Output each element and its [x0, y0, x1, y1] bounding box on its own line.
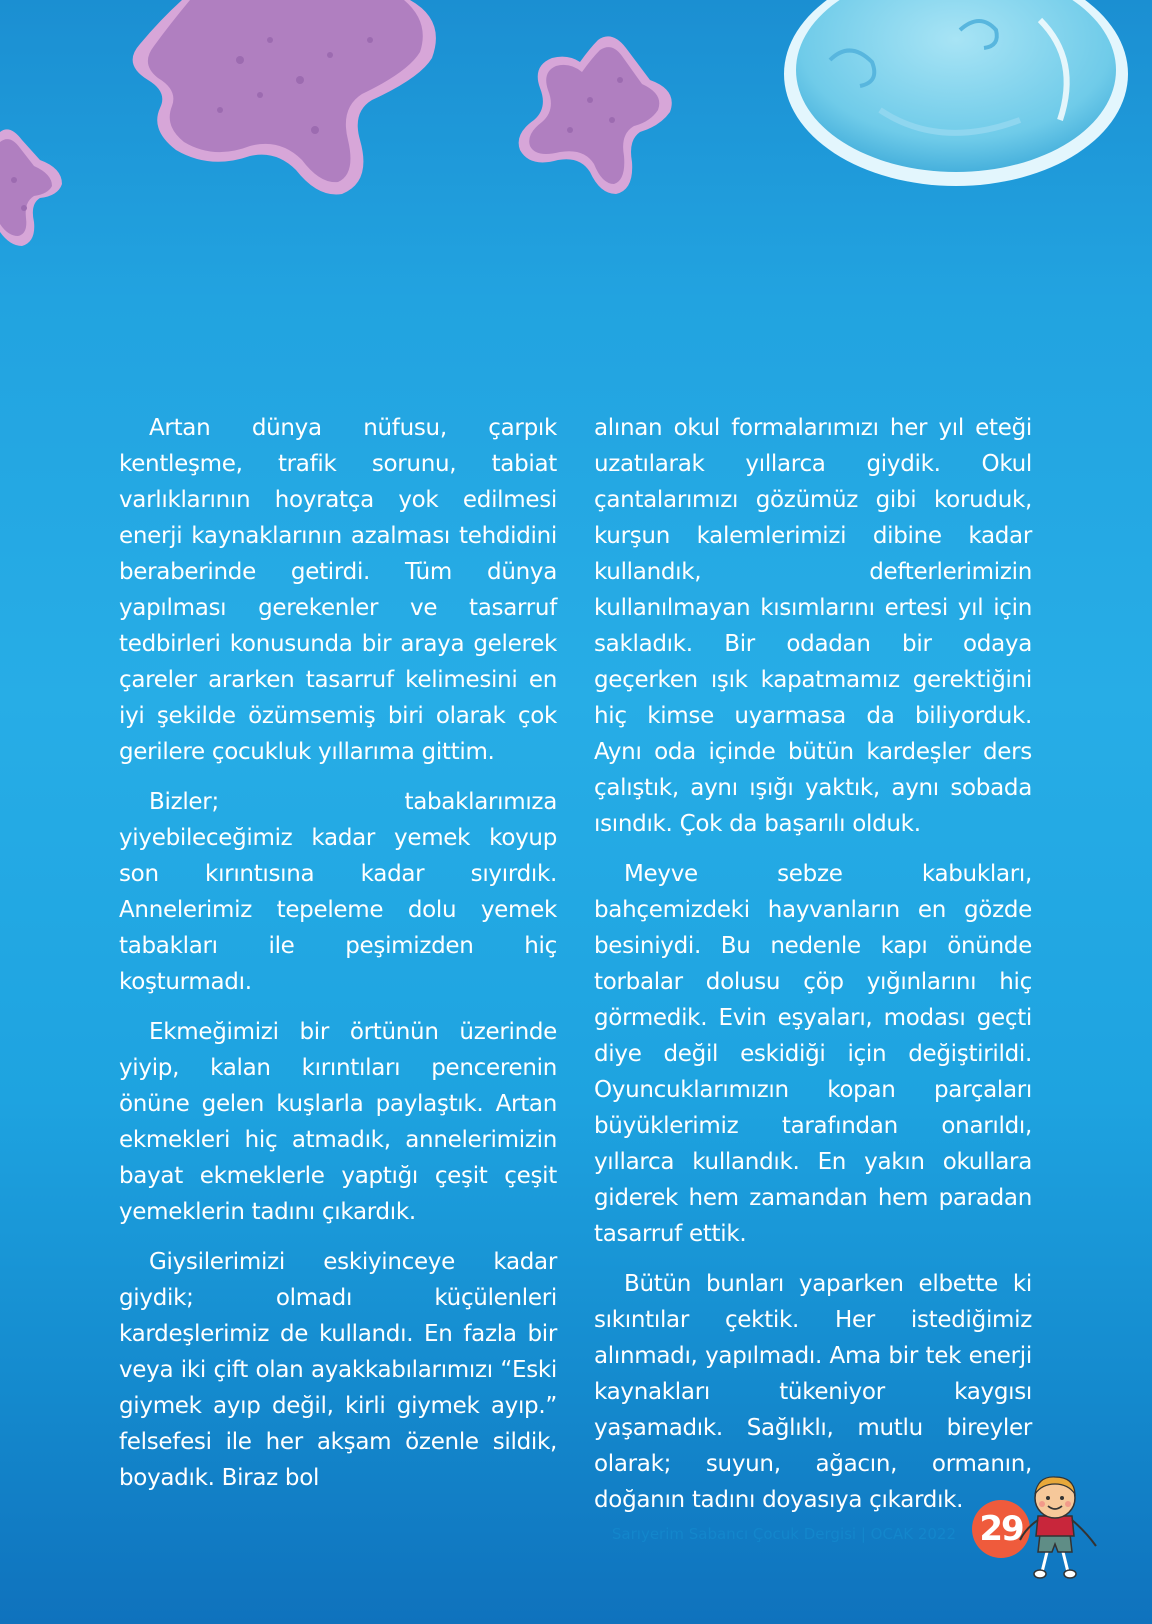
- article-paragraph: Bizler; tabaklarımıza yiyebileceğimiz kadar yemek koyup son kırıntısına kadar sıyırdık. Annelerimiz tepeleme dolu yemek tabakları ile peşimizden hiç koşturmadı.: [119, 789, 557, 995]
- article-paragraph: Ekmeğimizi bir örtünün üzerinde yiyip, kalan kırıntıları pencerenin önüne gelen kuşlarla paylaştık. Artan ekmekleri hiç atmadık, annelerimizin bayat ekmeklerle yaptığı çeşit çeşit yemeklerin tadını çıkardık.: [119, 1019, 557, 1225]
- article-paragraph: Giysilerimizi eskiyinceye kadar giydik; olmadı küçülenleri kardeşlerimiz de kullandı. En fazla bir veya iki çift olan ayakkabılarımızı “Eski giymek ayıp değil, kirli giymek ayıp.” felsefesi ile her akşam özenle sildik, boyadık. Biraz bol: [119, 1249, 557, 1491]
- starfish-icon: [0, 129, 62, 246]
- bubble-icon: [784, 0, 1128, 186]
- page-number: 29: [979, 1509, 1023, 1549]
- article-column-right: [594, 410, 1032, 1532]
- article-column-left: [119, 410, 557, 1510]
- top-decoration: [0, 0, 1152, 260]
- article-paragraph: Bütün bunları yaparken elbette ki sıkıntılar çektik. Her istediğimiz alınmadı, yapılmadı. Ama bir tek enerji kaynakları tükeniyor kaygısı yaşamadık. Sağlıklı, mutlu bireyler olarak; suyun, ağacın, ormanın, doğanın tadını doyasıya çıkardık.: [594, 1271, 1032, 1513]
- footer-caption: Sarıyerim Sabancı Çocuk Dergisi | OCAK 2022: [611, 1525, 956, 1543]
- article-paragraph: Artan dünya nüfusu, çarpık kentleşme, trafik sorunu, tabiat varlıklarının hoyratça yok edilmesi enerji kaynaklarının azalması tehdidini beraberinde getirdi. Tüm dünya yapılması gerekenler ve tasarruf tedbirleri konusunda bir araya gelerek çareler ararken tasarruf kelimesini en iyi şekilde özümsemiş biri olarak çok gerilere çocukluk yıllarıma gittim.: [119, 415, 557, 765]
- boy-mascot-icon: [1018, 1472, 1102, 1582]
- starfish-icon: [519, 36, 672, 194]
- article-paragraph: Meyve sebze kabukları, bahçemizdeki hayvanların en gözde besiniydi. Bu nedenle kapı önünde torbalar dolusu çöp yığınlarını hiç görmedik. Evin eşyaları, modası geçti diye değil eskidiği için değiştirildi. Oyuncuklarımızın kopan parçaları büyüklerimiz tarafından onarıldı, yıllarca kullandık. En yakın okullara giderek hem zamandan hem paradan tasarruf ettik.: [594, 861, 1032, 1247]
- article-paragraph: alınan okul formalarımızı her yıl eteği uzatılarak yıllarca giydik. Okul çantalarımızı gözümüz gibi koruduk, kurşun kalemlerimizi dibine kadar kullandık, defterlerimizin kullanılmayan kısımlarını ertesi yıl için sakladık. Bir odadan bir odaya geçerken ışık kapatmamız gerektiğini hiç kimse uyarmasa da biliyorduk. Aynı oda içinde bütün kardeşler ders çalıştık, aynı ışığı yaktık, aynı sobada ısındık. Çok da başarılı olduk.: [594, 415, 1032, 837]
- starfish-icon: [133, 0, 436, 195]
